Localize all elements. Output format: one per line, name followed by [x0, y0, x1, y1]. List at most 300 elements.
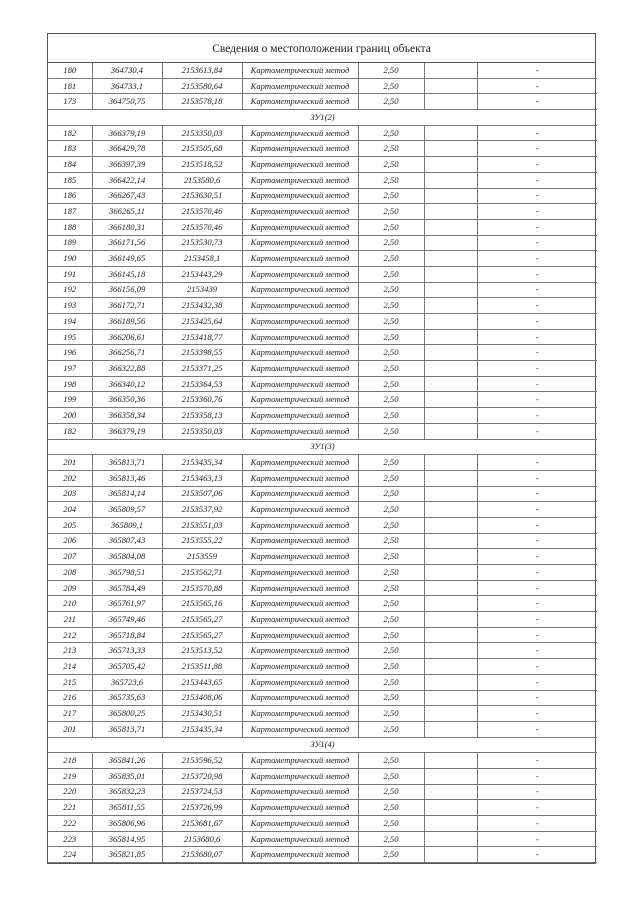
y-coordinate-cell: 2153720,98	[162, 768, 242, 784]
point-number-cell: 194	[48, 314, 92, 330]
point-number-cell: 184	[48, 157, 92, 173]
accuracy-cell: 2,50	[358, 251, 424, 267]
x-coordinate-cell: 365735,63	[92, 690, 162, 706]
accuracy-cell: 2,50	[358, 204, 424, 220]
method-cell: Картометрический метод	[242, 125, 358, 141]
description-cell: -	[477, 753, 597, 769]
table-row	[48, 674, 597, 690]
point-number-cell: 207	[48, 549, 92, 565]
x-coordinate-cell: 366379,19	[92, 423, 162, 439]
description-cell: -	[477, 721, 597, 737]
accuracy-cell: 2,50	[358, 502, 424, 518]
formula-cell	[424, 141, 477, 157]
y-coordinate-cell: 2153596,52	[162, 753, 242, 769]
y-coordinate-cell: 2153726,99	[162, 800, 242, 816]
point-number-cell: 219	[48, 768, 92, 784]
description-cell: -	[477, 172, 597, 188]
method-cell: Картометрический метод	[242, 361, 358, 377]
table-row	[48, 549, 597, 565]
description-cell: -	[477, 94, 597, 110]
table-row	[48, 392, 597, 408]
formula-cell	[424, 768, 477, 784]
accuracy-cell: 2,50	[358, 78, 424, 94]
accuracy-cell: 2,50	[358, 612, 424, 628]
table-row	[48, 235, 597, 251]
x-coordinate-cell: 366171,56	[92, 235, 162, 251]
formula-cell	[424, 188, 477, 204]
x-coordinate-cell: 365835,01	[92, 768, 162, 784]
x-coordinate-cell: 365813,71	[92, 455, 162, 471]
x-coordinate-cell: 365813,46	[92, 470, 162, 486]
point-number-cell: 204	[48, 502, 92, 518]
y-coordinate-cell: 2153511,88	[162, 659, 242, 675]
x-coordinate-cell: 365749,46	[92, 612, 162, 628]
description-cell: -	[477, 674, 597, 690]
x-coordinate-cell: 366256,71	[92, 345, 162, 361]
table-row	[48, 627, 597, 643]
y-coordinate-cell: 2153435,34	[162, 721, 242, 737]
y-coordinate-cell: 2153559	[162, 549, 242, 565]
accuracy-cell: 2,50	[358, 486, 424, 502]
point-number-cell: 197	[48, 361, 92, 377]
y-coordinate-cell: 2153408,06	[162, 690, 242, 706]
method-cell: Картометрический метод	[242, 486, 358, 502]
accuracy-cell: 2,50	[358, 800, 424, 816]
x-coordinate-cell: 365809,1	[92, 517, 162, 533]
accuracy-cell: 2,50	[358, 125, 424, 141]
document-title: Сведения о местоположении границ объекта	[48, 34, 595, 63]
y-coordinate-cell: 2153360,76	[162, 392, 242, 408]
formula-cell	[424, 612, 477, 628]
table-row	[48, 94, 597, 110]
method-cell: Картометрический метод	[242, 784, 358, 800]
formula-cell	[424, 643, 477, 659]
accuracy-cell: 2,50	[358, 706, 424, 722]
point-number-cell: 180	[48, 63, 92, 78]
x-coordinate-cell: 365705,42	[92, 659, 162, 675]
point-number-cell: 182	[48, 125, 92, 141]
accuracy-cell: 2,50	[358, 580, 424, 596]
accuracy-cell: 2,50	[358, 376, 424, 392]
table-row	[48, 455, 597, 471]
accuracy-cell: 2,50	[358, 549, 424, 565]
accuracy-cell: 2,50	[358, 408, 424, 424]
table-row	[48, 659, 597, 675]
y-coordinate-cell: 2153578,18	[162, 94, 242, 110]
x-coordinate-cell: 365718,84	[92, 627, 162, 643]
x-coordinate-cell: 366350,36	[92, 392, 162, 408]
method-cell: Картометрический метод	[242, 721, 358, 737]
x-coordinate-cell: 366358,34	[92, 408, 162, 424]
y-coordinate-cell: 2153398,55	[162, 345, 242, 361]
x-coordinate-cell: 365811,55	[92, 800, 162, 816]
y-coordinate-cell: 2153537,92	[162, 502, 242, 518]
method-cell: Картометрический метод	[242, 565, 358, 581]
accuracy-cell: 2,50	[358, 517, 424, 533]
description-cell: -	[477, 329, 597, 345]
x-coordinate-cell: 364750,75	[92, 94, 162, 110]
method-cell: Картометрический метод	[242, 78, 358, 94]
x-coordinate-cell: 366149,65	[92, 251, 162, 267]
description-cell: -	[477, 517, 597, 533]
table-row	[48, 204, 597, 220]
formula-cell	[424, 376, 477, 392]
method-cell: Картометрический метод	[242, 674, 358, 690]
method-cell: Картометрический метод	[242, 847, 358, 863]
method-cell: Картометрический метод	[242, 408, 358, 424]
accuracy-cell: 2,50	[358, 94, 424, 110]
y-coordinate-cell: 2153562,71	[162, 565, 242, 581]
description-cell: -	[477, 486, 597, 502]
description-cell: -	[477, 235, 597, 251]
point-number-cell: 190	[48, 251, 92, 267]
formula-cell	[424, 172, 477, 188]
method-cell: Картометрический метод	[242, 643, 358, 659]
description-cell: -	[477, 157, 597, 173]
table-row	[48, 517, 597, 533]
point-number-cell: 183	[48, 141, 92, 157]
method-cell: Картометрический метод	[242, 219, 358, 235]
x-coordinate-cell: 365798,51	[92, 565, 162, 581]
accuracy-cell: 2,50	[358, 361, 424, 377]
description-cell: -	[477, 204, 597, 220]
accuracy-cell: 2,50	[358, 157, 424, 173]
section-label: ЗУ1(3)	[48, 439, 597, 455]
formula-cell	[424, 549, 477, 565]
y-coordinate-cell: 2153350,03	[162, 125, 242, 141]
method-cell: Картометрический метод	[242, 612, 358, 628]
y-coordinate-cell: 2153505,68	[162, 141, 242, 157]
table-row	[48, 612, 597, 628]
formula-cell	[424, 314, 477, 330]
point-number-cell: 182	[48, 423, 92, 439]
accuracy-cell: 2,50	[358, 282, 424, 298]
x-coordinate-cell: 366429,78	[92, 141, 162, 157]
table-row	[48, 565, 597, 581]
method-cell: Картометрический метод	[242, 455, 358, 471]
accuracy-cell: 2,50	[358, 753, 424, 769]
point-number-cell: 215	[48, 674, 92, 690]
table-row	[48, 753, 597, 769]
formula-cell	[424, 580, 477, 596]
point-number-cell: 222	[48, 816, 92, 832]
method-cell: Картометрический метод	[242, 141, 358, 157]
description-cell: -	[477, 141, 597, 157]
point-number-cell: 218	[48, 753, 92, 769]
method-cell: Картометрический метод	[242, 706, 358, 722]
accuracy-cell: 2,50	[358, 141, 424, 157]
x-coordinate-cell: 366145,18	[92, 266, 162, 282]
point-number-cell: 173	[48, 94, 92, 110]
description-cell: -	[477, 392, 597, 408]
method-cell: Картометрический метод	[242, 314, 358, 330]
section-label: ЗУ1(4)	[48, 737, 597, 753]
boundary-table	[48, 63, 597, 863]
y-coordinate-cell: 2153513,52	[162, 643, 242, 659]
table-row	[48, 298, 597, 314]
table-body	[48, 63, 597, 863]
description-cell: -	[477, 376, 597, 392]
accuracy-cell: 2,50	[358, 768, 424, 784]
x-coordinate-cell: 366422,14	[92, 172, 162, 188]
point-number-cell: 188	[48, 219, 92, 235]
formula-cell	[424, 784, 477, 800]
point-number-cell: 221	[48, 800, 92, 816]
method-cell: Картометрический метод	[242, 517, 358, 533]
y-coordinate-cell: 2153518,52	[162, 157, 242, 173]
formula-cell	[424, 816, 477, 832]
table-row	[48, 266, 597, 282]
description-cell: -	[477, 502, 597, 518]
x-coordinate-cell: 366267,43	[92, 188, 162, 204]
description-cell: -	[477, 125, 597, 141]
accuracy-cell: 2,50	[358, 533, 424, 549]
formula-cell	[424, 486, 477, 502]
point-number-cell: 211	[48, 612, 92, 628]
x-coordinate-cell: 365841,26	[92, 753, 162, 769]
method-cell: Картометрический метод	[242, 470, 358, 486]
method-cell: Картометрический метод	[242, 627, 358, 643]
method-cell: Картометрический метод	[242, 502, 358, 518]
x-coordinate-cell: 365806,96	[92, 816, 162, 832]
description-cell: -	[477, 314, 597, 330]
method-cell: Картометрический метод	[242, 831, 358, 847]
method-cell: Картометрический метод	[242, 204, 358, 220]
x-coordinate-cell: 366340,12	[92, 376, 162, 392]
point-number-cell: 208	[48, 565, 92, 581]
description-cell: -	[477, 361, 597, 377]
y-coordinate-cell: 2153443,29	[162, 266, 242, 282]
table-row	[48, 643, 597, 659]
point-number-cell: 193	[48, 298, 92, 314]
description-cell: -	[477, 612, 597, 628]
method-cell: Картометрический метод	[242, 580, 358, 596]
accuracy-cell: 2,50	[358, 674, 424, 690]
method-cell: Картометрический метод	[242, 329, 358, 345]
description-cell: -	[477, 580, 597, 596]
description-cell: -	[477, 831, 597, 847]
formula-cell	[424, 345, 477, 361]
method-cell: Картометрический метод	[242, 800, 358, 816]
x-coordinate-cell: 365713,33	[92, 643, 162, 659]
formula-cell	[424, 470, 477, 486]
table-row	[48, 596, 597, 612]
formula-cell	[424, 455, 477, 471]
point-number-cell: 202	[48, 470, 92, 486]
y-coordinate-cell: 2153680,6	[162, 831, 242, 847]
formula-cell	[424, 517, 477, 533]
table-row	[48, 486, 597, 502]
accuracy-cell: 2,50	[358, 329, 424, 345]
accuracy-cell: 2,50	[358, 596, 424, 612]
table-row	[48, 847, 597, 863]
y-coordinate-cell: 2153570,46	[162, 219, 242, 235]
x-coordinate-cell: 365813,71	[92, 721, 162, 737]
point-number-cell: 220	[48, 784, 92, 800]
accuracy-cell: 2,50	[358, 266, 424, 282]
x-coordinate-cell: 365814,14	[92, 486, 162, 502]
method-cell: Картометрический метод	[242, 157, 358, 173]
x-coordinate-cell: 365809,57	[92, 502, 162, 518]
formula-cell	[424, 392, 477, 408]
method-cell: Картометрический метод	[242, 768, 358, 784]
table-row	[48, 376, 597, 392]
table-row	[48, 800, 597, 816]
method-cell: Картометрический метод	[242, 94, 358, 110]
accuracy-cell: 2,50	[358, 345, 424, 361]
table-row	[48, 580, 597, 596]
accuracy-cell: 2,50	[358, 235, 424, 251]
formula-cell	[424, 753, 477, 769]
description-cell: -	[477, 627, 597, 643]
section-label: ЗУ1(2)	[48, 110, 597, 126]
table-row	[48, 721, 597, 737]
table-row	[48, 502, 597, 518]
y-coordinate-cell: 2153418,77	[162, 329, 242, 345]
accuracy-cell: 2,50	[358, 188, 424, 204]
accuracy-cell: 2,50	[358, 565, 424, 581]
table-row	[48, 706, 597, 722]
description-cell: -	[477, 251, 597, 267]
point-number-cell: 192	[48, 282, 92, 298]
formula-cell	[424, 408, 477, 424]
y-coordinate-cell: 2153458,1	[162, 251, 242, 267]
formula-cell	[424, 627, 477, 643]
description-cell: -	[477, 266, 597, 282]
table-row	[48, 78, 597, 94]
x-coordinate-cell: 365800,25	[92, 706, 162, 722]
accuracy-cell: 2,50	[358, 627, 424, 643]
y-coordinate-cell: 2153580,6	[162, 172, 242, 188]
x-coordinate-cell: 366180,31	[92, 219, 162, 235]
x-coordinate-cell: 366379,19	[92, 125, 162, 141]
section-row	[48, 737, 597, 753]
formula-cell	[424, 219, 477, 235]
x-coordinate-cell: 366156,09	[92, 282, 162, 298]
formula-cell	[424, 847, 477, 863]
table-row	[48, 470, 597, 486]
y-coordinate-cell: 2153443,65	[162, 674, 242, 690]
accuracy-cell: 2,50	[358, 470, 424, 486]
y-coordinate-cell: 2153613,84	[162, 63, 242, 78]
y-coordinate-cell: 2153350,03	[162, 423, 242, 439]
description-cell: -	[477, 643, 597, 659]
formula-cell	[424, 423, 477, 439]
y-coordinate-cell: 2153358,13	[162, 408, 242, 424]
table-row	[48, 172, 597, 188]
accuracy-cell: 2,50	[358, 831, 424, 847]
x-coordinate-cell: 366206,61	[92, 329, 162, 345]
method-cell: Картометрический метод	[242, 251, 358, 267]
y-coordinate-cell: 2153463,13	[162, 470, 242, 486]
description-cell: -	[477, 408, 597, 424]
formula-cell	[424, 690, 477, 706]
point-number-cell: 198	[48, 376, 92, 392]
description-cell: -	[477, 470, 597, 486]
table-row	[48, 188, 597, 204]
method-cell: Картометрический метод	[242, 298, 358, 314]
accuracy-cell: 2,50	[358, 659, 424, 675]
formula-cell	[424, 235, 477, 251]
y-coordinate-cell: 2153371,25	[162, 361, 242, 377]
formula-cell	[424, 596, 477, 612]
method-cell: Картометрический метод	[242, 235, 358, 251]
method-cell: Картометрический метод	[242, 423, 358, 439]
description-cell: -	[477, 784, 597, 800]
x-coordinate-cell: 365832,23	[92, 784, 162, 800]
description-cell: -	[477, 219, 597, 235]
point-number-cell: 203	[48, 486, 92, 502]
method-cell: Картометрический метод	[242, 392, 358, 408]
y-coordinate-cell: 2153430,51	[162, 706, 242, 722]
point-number-cell: 216	[48, 690, 92, 706]
description-cell: -	[477, 565, 597, 581]
accuracy-cell: 2,50	[358, 816, 424, 832]
formula-cell	[424, 94, 477, 110]
method-cell: Картометрический метод	[242, 266, 358, 282]
y-coordinate-cell: 2153565,27	[162, 612, 242, 628]
formula-cell	[424, 831, 477, 847]
accuracy-cell: 2,50	[358, 392, 424, 408]
x-coordinate-cell: 365807,43	[92, 533, 162, 549]
table-row	[48, 690, 597, 706]
formula-cell	[424, 157, 477, 173]
description-cell: -	[477, 706, 597, 722]
method-cell: Картометрический метод	[242, 345, 358, 361]
method-cell: Картометрический метод	[242, 549, 358, 565]
point-number-cell: 187	[48, 204, 92, 220]
formula-cell	[424, 266, 477, 282]
description-cell: -	[477, 78, 597, 94]
point-number-cell: 186	[48, 188, 92, 204]
description-cell: -	[477, 800, 597, 816]
description-cell: -	[477, 768, 597, 784]
y-coordinate-cell: 2153681,67	[162, 816, 242, 832]
formula-cell	[424, 361, 477, 377]
section-row	[48, 439, 597, 455]
formula-cell	[424, 204, 477, 220]
description-cell: -	[477, 298, 597, 314]
point-number-cell: 213	[48, 643, 92, 659]
table-row	[48, 282, 597, 298]
accuracy-cell: 2,50	[358, 455, 424, 471]
table-row	[48, 314, 597, 330]
x-coordinate-cell: 366322,88	[92, 361, 162, 377]
formula-cell	[424, 78, 477, 94]
x-coordinate-cell: 366172,71	[92, 298, 162, 314]
description-cell: -	[477, 690, 597, 706]
y-coordinate-cell: 2153630,51	[162, 188, 242, 204]
point-number-cell: 196	[48, 345, 92, 361]
table-row	[48, 784, 597, 800]
table-row	[48, 219, 597, 235]
table-row	[48, 816, 597, 832]
y-coordinate-cell: 2153555,22	[162, 533, 242, 549]
section-row	[48, 110, 597, 126]
point-number-cell: 214	[48, 659, 92, 675]
y-coordinate-cell: 2153435,34	[162, 455, 242, 471]
method-cell: Картометрический метод	[242, 282, 358, 298]
table-row	[48, 141, 597, 157]
point-number-cell: 209	[48, 580, 92, 596]
description-cell: -	[477, 533, 597, 549]
y-coordinate-cell: 2153565,27	[162, 627, 242, 643]
y-coordinate-cell: 2153364,53	[162, 376, 242, 392]
formula-cell	[424, 565, 477, 581]
method-cell: Картометрический метод	[242, 533, 358, 549]
y-coordinate-cell: 2153551,03	[162, 517, 242, 533]
point-number-cell: 205	[48, 517, 92, 533]
